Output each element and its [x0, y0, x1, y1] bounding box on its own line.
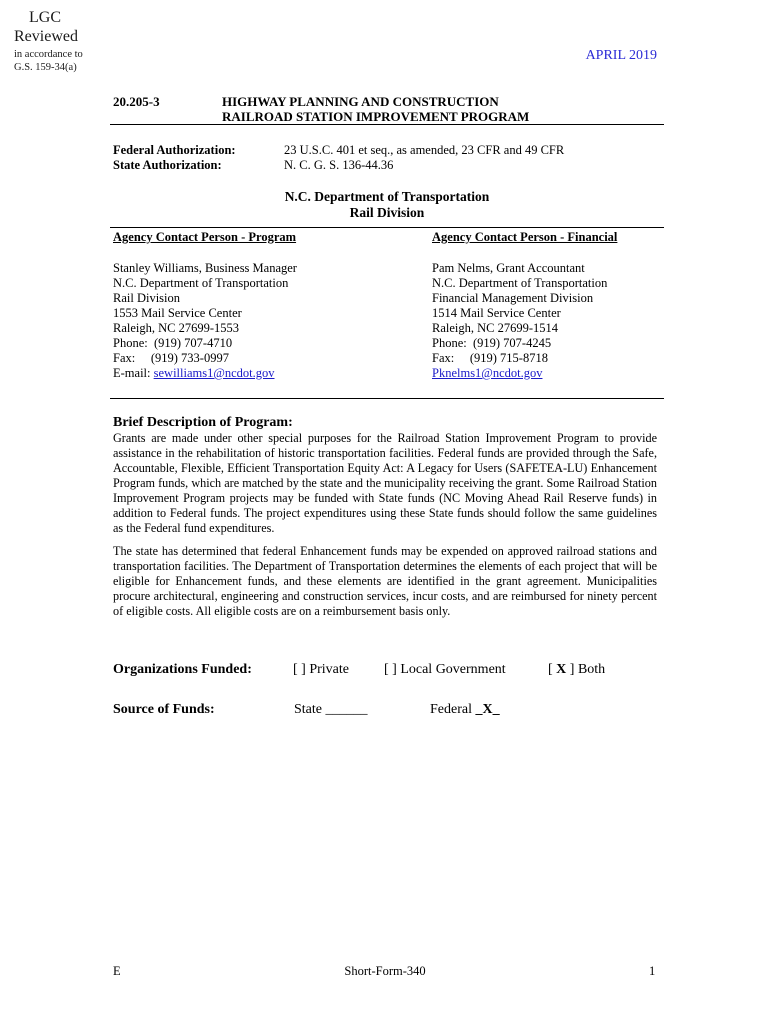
header-divider [110, 124, 664, 125]
financial-contact-org: N.C. Department of Transportation [432, 276, 608, 290]
department-divider [110, 227, 664, 228]
division-name: Rail Division [349, 205, 425, 220]
financial-contact-name: Pam Nelms, Grant Accountant [432, 261, 585, 275]
funds-state-blank: ______ [325, 702, 368, 717]
financial-contact-heading: Agency Contact Person - Financial [432, 230, 618, 244]
program-contact-heading: Agency Contact Person - Program [113, 230, 297, 244]
funds-state-label: State [294, 702, 322, 717]
program-title-line1: HIGHWAY PLANNING AND CONSTRUCTION [222, 94, 499, 109]
federal-authorization-value: 23 U.S.C. 401 et seq., as amended, 23 CFR and 49 CFR [284, 143, 565, 157]
financial-contact-city: Raleigh, NC 27699-1514 [432, 321, 559, 335]
program-contact-fax: Fax: (919) 733-0997 [113, 351, 229, 365]
program-code: 20.205-3 [113, 94, 160, 109]
state-authorization-value: N. C. G. S. 136-44.36 [284, 158, 394, 172]
document-date: APRIL 2019 [585, 48, 657, 63]
financial-contact-address: 1514 Mail Service Center [432, 306, 561, 320]
description-paragraph-2: The state has determined that federal Enhancement funds may be expended on approved railroad stations and transportation facilities. The Department of Transportation determines the elements of each project that will be eligible for Enhancement funds, and these elements are identified in the grant agreement. Municipalities procure architectural, engineering and construction services, incur costs, and are reimbursed for ninety percent of eligible costs. All eligible costs are on a reimbursement basis only. [113, 544, 657, 618]
checkbox-both-label: ] Both [566, 662, 606, 677]
funds-federal-mark: _X_ [475, 702, 500, 717]
department-name: N.C. Department of Transportation [284, 189, 490, 204]
checkbox-both-mark: X [556, 662, 567, 677]
financial-contact-phone: Phone: (919) 707-4245 [432, 336, 552, 350]
stamp-line-lgc: LGC [29, 9, 61, 26]
program-contact-phone: Phone: (919) 707-4710 [113, 336, 233, 350]
footer-form-number: Short-Form-340 [344, 964, 426, 978]
funds-federal-label: Federal [430, 702, 472, 717]
description-paragraph-1: Grants are made under other special purposes for the Railroad Station Improvement Program to provide assistance in the rehabilitation of historic transportation facilities. Federal funds are provided through the Safe, Accountable, Flexible, Efficient Transportation Equity Act: A Legacy for Users (SAFETEA-LU) Enhancement Program funds, which are matched by the state and the municipality receiving the grant. Some Railroad Station Improvement Program projects may be funded with State funds (NC Moving Ahead Rail Reserve funds) in addition to Federal funds. The project expenditures using these State funds should follow the same guidelines as the Federal fund expenditures. [113, 431, 657, 535]
contacts-divider [110, 398, 664, 399]
program-title-line2: RAILROAD STATION IMPROVEMENT PROGRAM [222, 109, 530, 124]
funds-federal[interactable] [430, 702, 500, 718]
program-contact-org: N.C. Department of Transportation [113, 276, 289, 290]
checkbox-both[interactable] [548, 662, 605, 678]
footer-page-number: 1 [649, 964, 656, 978]
stamp-line-statute: G.S. 159-34(a) [14, 62, 77, 73]
program-contact-email-row [113, 366, 297, 381]
source-of-funds-label: Source of Funds: [113, 702, 215, 717]
checkbox-both-open: [ [548, 662, 557, 677]
federal-authorization-label: Federal Authorization: [113, 143, 236, 157]
state-authorization-label: State Authorization: [113, 158, 222, 172]
financial-contact-email-row [432, 366, 617, 381]
checkbox-local-government[interactable]: [ ] Local Government [384, 662, 506, 677]
program-contact-division: Rail Division [113, 291, 181, 305]
checkbox-private[interactable]: [ ] Private [293, 662, 349, 677]
stamp-note [14, 48, 94, 74]
program-contact [113, 230, 297, 381]
footer-section-letter: E [113, 964, 121, 978]
lgc-stamp [14, 8, 76, 46]
department-heading [110, 189, 664, 221]
funds-state[interactable] [294, 702, 368, 718]
program-title [222, 94, 529, 124]
program-contact-email-label: E-mail: [113, 366, 154, 380]
financial-contact-fax: Fax: (919) 715-8718 [432, 351, 548, 365]
stamp-line-accordance: in accordance to [14, 49, 83, 60]
program-contact-address: 1553 Mail Service Center [113, 306, 242, 320]
program-contact-city: Raleigh, NC 27699-1553 [113, 321, 240, 335]
description-heading: Brief Description of Program: [113, 415, 293, 430]
program-description [113, 414, 657, 619]
program-contact-email-link[interactable]: sewilliams1@ncdot.gov [153, 366, 275, 380]
financial-contact [432, 230, 617, 381]
organizations-funded-label: Organizations Funded: [113, 662, 252, 677]
financial-contact-email-link[interactable]: Pknelms1@ncdot.gov [432, 366, 543, 380]
stamp-line-reviewed: Reviewed [14, 28, 78, 45]
financial-contact-division: Financial Management Division [432, 291, 594, 305]
program-contact-name: Stanley Williams, Business Manager [113, 261, 297, 275]
